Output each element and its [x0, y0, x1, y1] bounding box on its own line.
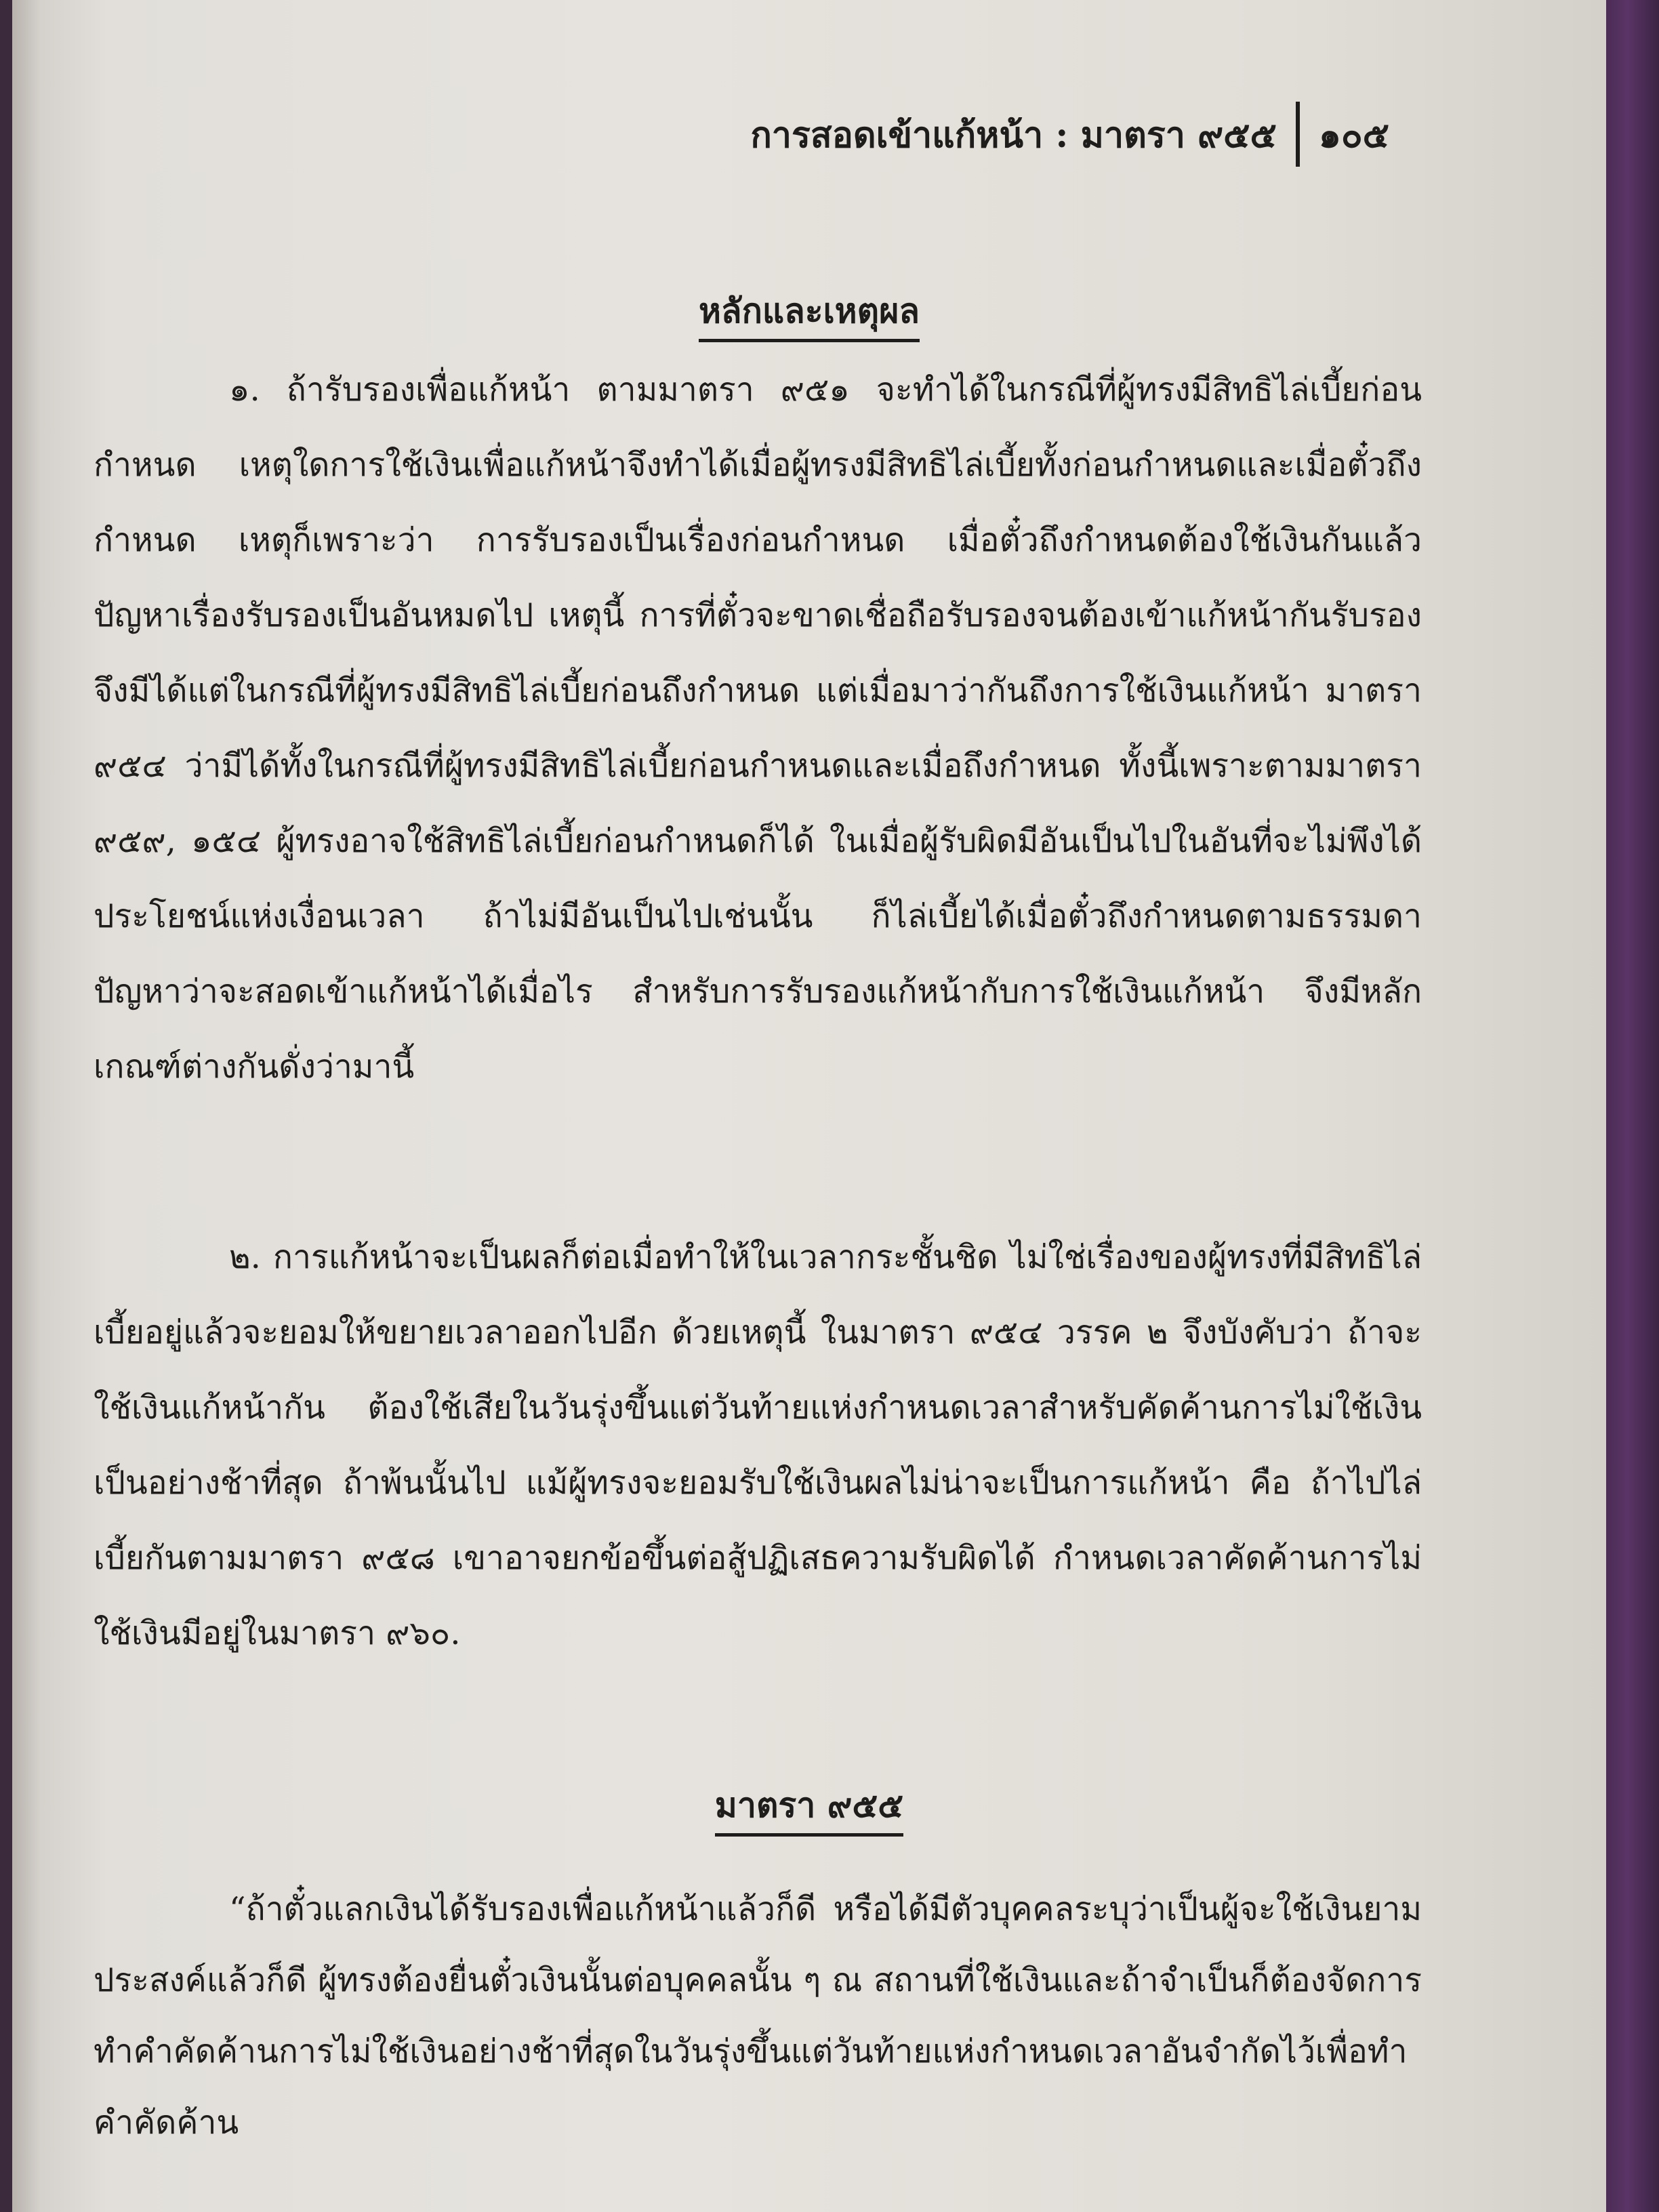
book-page	[12, 0, 1606, 2212]
page-number: ๑๐๕	[1318, 114, 1389, 156]
paragraph-1: ๑. ถ้ารับรองเพื่อแก้หน้า ตามมาตรา ๙๕๑ จะทำได้ในกรณีที่ผู้ทรงมีสิทธิไล่เบี้ยก่อนกำหนด เหตุใดการใช้เงินเพื่อแก้หน้าจึงทำได้เมื่อผู้ทรงมีสิทธิไล่เบี้ยทั้งก่อนกำหนดและเมื่อตั๋วถึงกำหนด เหตุก็เพราะว่า การรับรองเป็นเรื่องก่อนกำหนด เมื่อตั๋วถึงกำหนดต้องใช้เงินกันแล้ว ปัญหาเรื่องรับรองเป็นอันหมดไป เหตุนี้ การที่ตั๋วจะขาดเชื่อถือรับรองจนต้องเข้าแก้หน้ากันรับรอง จึงมีได้แต่ในกรณีที่ผู้ทรงมีสิทธิไล่เบี้ยก่อนถึงกำหนด แต่เมื่อมาว่ากันถึงการใช้เงินแก้หน้า มาตรา ๙๕๔ ว่ามีได้ทั้งในกรณีที่ผู้ทรงมีสิทธิไล่เบี้ยก่อนกำหนดและเมื่อถึงกำหนด ทั้งนี้เพราะตามมาตรา ๙๕๙, ๑๕๔ ผู้ทรงอาจใช้สิทธิไล่เบี้ยก่อนกำหนดก็ได้ ในเมื่อผู้รับผิดมีอันเป็นไปในอันที่จะไม่พึงได้ประโยชน์แห่งเงื่อนเวลา ถ้าไม่มีอันเป็นไปเช่นนั้น ก็ไล่เบี้ยได้เมื่อตั๋วถึงกำหนดตามธรรมดา ปัญหาว่าจะสอดเข้าแก้หน้าได้เมื่อไร สำหรับการรับรองแก้หน้ากับการใช้เงินแก้หน้า จึงมีหลักเกณฑ์ต่างกันดั่งว่ามานี้	[94, 371, 1422, 1086]
article-text: “ถ้าตั๋วแลกเงินได้รับรองเพื่อแก้หน้าแล้วก็ดี หรือได้มีตัวบุคคลระบุว่าเป็นผู้จะใช้เงินยามประสงค์แล้วก็ดี ผู้ทรงต้องยื่นตั๋วเงินนั้นต่อบุคคลนั้น ๆ ณ สถานที่ใช้เงินและถ้าจำเป็นก็ต้องจัดการทำคำคัดค้านการไม่ใช้เงินอย่างช้าที่สุดในวันรุ่งขึ้นแต่วันท้ายแห่งกำหนดเวลาอันจำกัดไว้เพื่อทำคำคัดค้าน	[94, 1890, 1422, 2142]
book-cover-edge	[1606, 0, 1659, 2212]
section-heading-principles: หลักและเหตุผล	[12, 285, 1606, 338]
running-header	[750, 102, 1389, 167]
section-body-principles-2	[94, 1220, 1422, 1671]
section-heading-article-955: มาตรา ๙๕๕	[12, 1779, 1606, 1832]
header-divider	[1296, 102, 1300, 167]
section-body-principles	[94, 352, 1422, 1105]
section-body-article-955	[94, 1874, 1422, 2158]
paragraph-2: ๒. การแก้หน้าจะเป็นผลก็ต่อเมื่อทำให้ในเวลากระชั้นชิด ไม่ใช่เรื่องของผู้ทรงที่มีสิทธิไล่เบี้ยอยู่แล้วจะยอมให้ขยายเวลาออกไปอีก ด้วยเหตุนี้ ในมาตรา ๙๕๔ วรรค ๒ จึงบังคับว่า ถ้าจะใช้เงินแก้หน้ากัน ต้องใช้เสียในวันรุ่งขึ้นแต่วันท้ายแห่งกำหนดเวลาสำหรับคัดค้านการไม่ใช้เงินเป็นอย่างช้าที่สุด ถ้าพ้นนั้นไป แม้ผู้ทรงจะยอมรับใช้เงินผลไม่น่าจะเป็นการแก้หน้า คือ ถ้าไปไล่เบี้ยกันตามมาตรา ๙๕๘ เขาอาจยกข้อขึ้นต่อสู้ปฏิเสธความรับผิดได้ กำหนดเวลาคัดค้านการไม่ใช้เงินมีอยู่ในมาตรา ๙๖๐.	[94, 1238, 1422, 1652]
running-header-title: การสอดเข้าแก้หน้า : มาตรา ๙๕๕	[750, 114, 1277, 156]
